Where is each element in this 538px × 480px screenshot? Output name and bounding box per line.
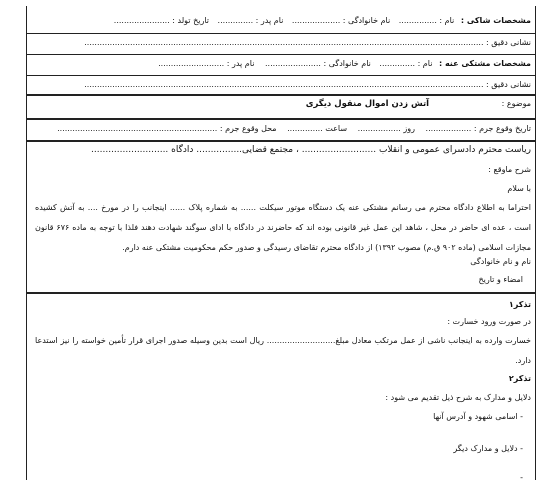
crime-day[interactable]: روز .................: [357, 124, 415, 133]
complaint-form: [26, 6, 536, 480]
divider: [27, 292, 535, 294]
narrative-paragraph: احتراما به اطلاع دادگاه محترم می رسانم مشتکی عنه یک دستگاه موتور سیکلت ...... به شماره پلاک ...... اینجانب را در مورخ .... به آتش کشیده است ، عده ای حاضر در محل ، شاهد این عمل غیر قانونی بوده اند که حاضرند در دادگاه با ادای سوگند شهادت دهند فلذا با توجه به ماده ۶۷۶ قانون مجازات اسلامی (ماده ۹۰۲ ق.م) مصوب ۱۳۹۲) از دادگاه محترم تقاضای رسیدگی و صدور حکم محکومیت مشتکی عنه دارم.: [35, 203, 531, 252]
complainant-address[interactable]: نشانی دقیق : .............................................................................................................................................................: [84, 38, 531, 47]
complainant-birthdate[interactable]: تاریخ تولد : ......................: [113, 16, 209, 25]
crime-date[interactable]: تاریخ وقوع جرم : ..................: [425, 124, 531, 133]
divider: [27, 118, 535, 120]
divider: [27, 140, 535, 142]
crime-hour[interactable]: ساعت ..............: [287, 124, 348, 133]
signature-date-label: امضاء و تاریخ: [478, 275, 523, 284]
complainant-family[interactable]: نام خانوادگی : ...................: [291, 16, 391, 25]
defendant-address[interactable]: نشانی دقیق : .............................................................................................................................................................: [84, 80, 531, 89]
note2-heading: تذکر۲: [508, 374, 531, 383]
list-item: - دلایل و مدارک دیگر: [453, 444, 523, 453]
crime-place[interactable]: محل وقوع جرم : ...............................................................: [57, 124, 277, 133]
defendant-row: [31, 58, 531, 70]
note1-heading: تذکر۱: [508, 300, 531, 309]
list-item: - اسامی شهود و آدرس آنها: [433, 412, 523, 421]
defendant-family[interactable]: نام خانوادگی : ......................: [264, 59, 371, 68]
salutation: با سلام: [507, 184, 531, 193]
list-item: -: [520, 473, 523, 480]
name-sign-label: نام و نام خانوادگی: [470, 257, 531, 266]
complainant-name[interactable]: نام : ...............: [398, 16, 455, 25]
divider: [27, 54, 535, 55]
complainant-father[interactable]: نام پدر : ..............: [217, 16, 284, 25]
note1-paragraph: خسارت وارده به اینجانب ناشی از عمل مرتکب معادل مبلغ........................... ریال است بدین وسیله صدور اجرای قرار تأمین خواسته را نیز استدعا دارد.: [35, 336, 531, 365]
subject-value[interactable]: آتش زدن اموال منقول دیگری: [305, 99, 430, 109]
narrative-heading: شرح ماوقع :: [488, 165, 531, 174]
complainant-label: مشخصات شاکی :: [460, 16, 531, 25]
defendant-father[interactable]: نام پدر : ..........................: [158, 59, 255, 68]
note2-line1: دلایل و مدارک به شرح ذیل تقدیم می شود :: [385, 393, 531, 402]
subject-row: [31, 98, 531, 110]
defendant-name[interactable]: نام : ..............: [379, 59, 433, 68]
crime-date-row: [31, 123, 531, 135]
divider: [27, 75, 535, 76]
subject-label: موضوع :: [501, 99, 531, 108]
addressee: ریاست محترم دادسرای عمومی و انقلاب .......................... ، مجتمع قضایی................ دادگاه ...........................: [91, 145, 531, 155]
divider: [27, 94, 535, 96]
defendant-label: مشخصات مشتکی عنه :: [438, 59, 531, 68]
divider: [27, 33, 535, 34]
note1-line1: در صورت ورود خسارت :: [447, 317, 531, 326]
complainant-row: [31, 15, 531, 27]
